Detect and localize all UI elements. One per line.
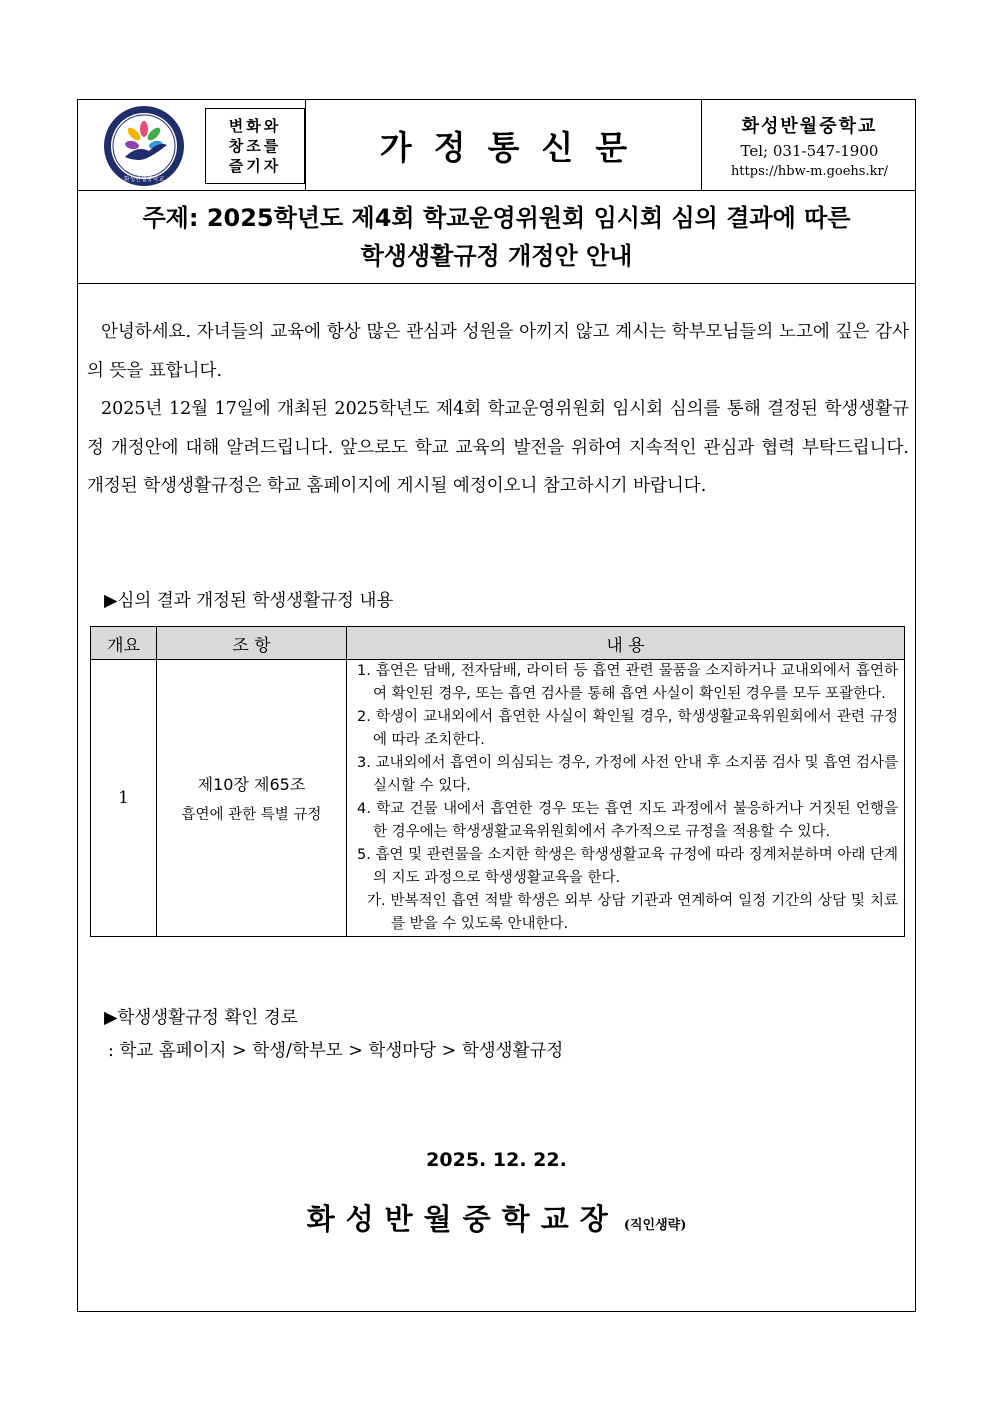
content-item: 3. 교내외에서 흡연이 의심되는 경우, 가정에 사전 안내 후 소지품 검사 및 흡연 검사를 실시할 수 있다. [357,755,898,794]
issue-date: 2025. 12. 22. [426,1149,567,1171]
header-summary: 개요 [91,627,157,660]
route-label: ▶학생생활규정 확인 경로 [104,1008,298,1028]
row-content [347,660,905,937]
subject-line-1: 주제: 2025학년도 제4회 학교운영위원회 임시회 심의 결과에 따른 [142,203,851,232]
school-motto [205,108,305,184]
greeting-paragraph: 안녕하세요. 자녀들의 교육에 항상 많은 관심과 성원을 아끼지 않고 계시는 학부모님들의 노고에 깊은 감사의 뜻을 표합니다. [87,322,909,381]
school-emblem-icon [103,105,185,187]
section-label: ▶심의 결과 개정된 학생생활규정 내용 [104,591,394,611]
school-info [702,100,917,190]
signer-name: 화성반월중학교장 [306,1202,619,1236]
rules-table [90,626,905,937]
article-title: 흡연에 관한 특별 규정 [181,807,322,823]
table-header-row [91,627,905,660]
school-phone: Tel; 031-547-1900 [740,141,879,160]
motto-line: 창조를 [228,137,282,155]
school-url: https://hbw-m.goehs.kr/ [730,163,889,179]
content-item: 2. 학생이 교내외에서 흡연한 사실이 확인될 경우, 학생생활교육위원회에서 관련 규정에 따라 조치한다. [357,709,898,748]
logo-cell [78,100,205,190]
school-name: 화성반월중학교 [741,115,878,137]
content-item: 1. 흡연은 담배, 전자담배, 라이터 등 흡연 관련 물품을 소지하거나 교내외에서 흡연하여 확인된 경우, 또는 흡연 검사를 통해 흡연 사실이 확인된 경우를 모두 포괄한다. [357,663,898,702]
letter-title: 가정통신문 [379,127,650,167]
letter-header [78,100,915,191]
row-article [157,660,347,937]
motto-line: 즐기자 [228,157,282,175]
row-number: 1 [91,660,157,937]
emblem-text: 화성반월중학교 [123,176,165,183]
table-row [91,660,905,937]
signer-block [78,1197,915,1238]
content-item: 4. 학교 건물 내에서 흡연한 경우 또는 흡연 지도 과정에서 불응하거나 거짓된 언행을 한 경우에는 학생생활교육위원회에서 추가적으로 규정을 적용할 수 있다. [357,801,898,840]
seal-omitted-note: (직인생략) [623,1218,687,1233]
route-path: : 학교 홈페이지 > 학생/학부모 > 학생마당 > 학생생활규정 [108,1041,564,1061]
subject-line-2: 학생생활규정 개정안 안내 [360,241,633,270]
notice-paragraph: 2025년 12월 17일에 개최된 2025학년도 제4회 학교운영위원회 임시회 심의를 통해 결정된 학생생활규정 개정안에 대해 알려드립니다. 앞으로도 학교 교육의 발전을 위하여 지속적인 관심과 협력 부탁드립니다. 개정된 학생생활규정은 학교 홈페이지에 게시될 예정이오니 참고하시기 바랍니다. [87,399,909,496]
motto-line: 변화와 [228,117,282,135]
content-item: 5. 흡연 및 관련물을 소지한 학생은 학생생활교육 규정에 따라 징계처분하며 아래 단계의 지도 과정으로 학생생활교육을 한다. [357,847,898,886]
header-content: 내 용 [347,627,905,660]
subject-heading [78,190,915,284]
header-article: 조 항 [157,627,347,660]
article-number: 제10장 제65조 [197,775,306,794]
document-frame [77,99,916,1312]
title-cell [305,100,702,190]
content-subitem: 가. 반복적인 흡연 적발 학생은 외부 상담 기관과 연계하여 일정 기간의 상담 및 치료를 받을 수 있도록 안내한다. [367,893,898,932]
